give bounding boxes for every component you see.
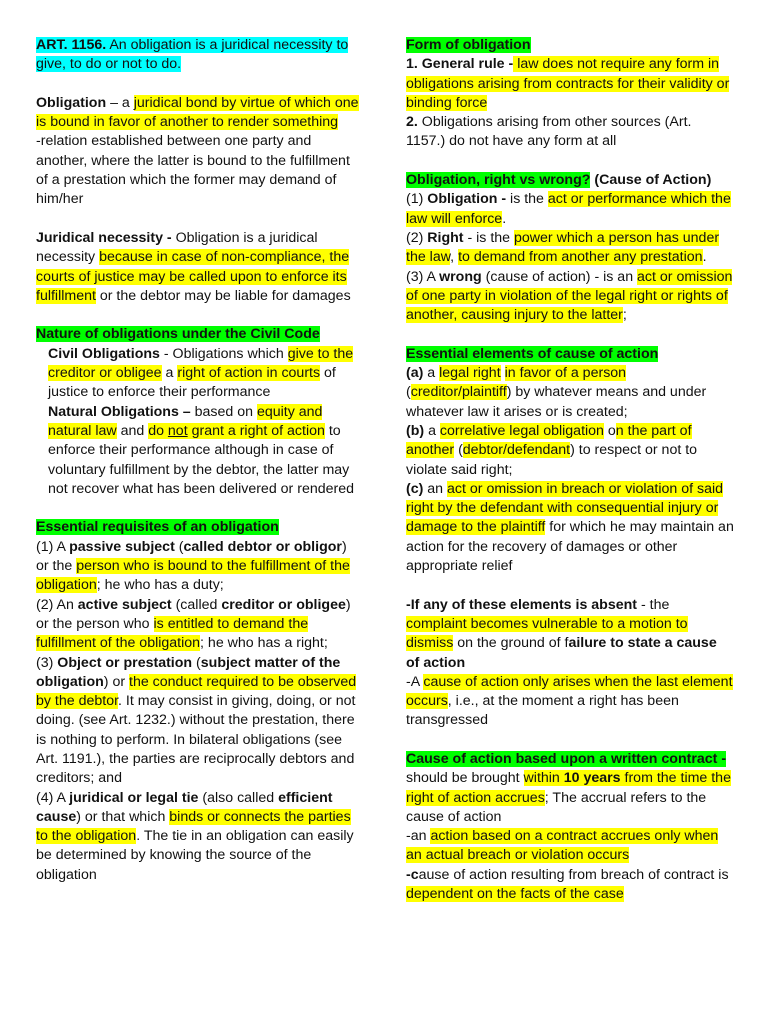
requisite-1: (1) A passive subject (called debtor or obligor) or the person who is bound to the fulfillment of the obligation; he who has a duty; [36, 538, 350, 594]
obligation-definition: Obligation – a juridical bond by virtue of which one is bound in favor of another to render something [36, 94, 359, 131]
section-heading-nature: Nature of obligations under the Civil Code [36, 326, 320, 343]
requisite-4: (4) A juridical or legal tie (also called efficient cause) or that which binds or connects the parties to the obligation. The tie in an obligation can easily be determined by knowing the source of the obligation [36, 789, 354, 883]
form-general-rule: 1. General rule - law does not require any form in obligations arising from contracts for their validity or binding force [406, 56, 730, 111]
section-heading-elements: Essential elements of cause of action [406, 345, 659, 362]
breach-of-contract: -cause of action resulting from breach of contract is dependent on the facts of the case [406, 866, 729, 903]
orw-obligation: (1) Obligation - is the act or performance which the law will enforce. [406, 191, 731, 227]
left-column [36, 36, 362, 885]
contract-accrual: -an action based on a contract accrues only when an actual breach or violation occurs [406, 828, 719, 864]
article-1156 [36, 36, 362, 75]
element-a: (a) a legal right in favor of a person (creditor/plaintiff) by whatever means and under whatever law it arises or is created; [406, 365, 707, 420]
form-other-sources: 2. Obligations arising from other sources (Art. 1157.) do not have any form at all [406, 114, 692, 150]
juridical-necessity: Juridical necessity - Obligation is a juridical necessity because in case of non-compliance, the courts of justice may be called upon to enforce its fulfillment or the debtor may be liable for damages [36, 229, 351, 304]
element-c: (c) an act or omission in breach or violation of said right by the defendant with consequential injury or damage to the plaintiff for which he may maintain an action for the recovery of damages or other appropriate relief [406, 480, 734, 575]
orw-wrong: (3) A wrong (cause of action) - is an act or omission of one party in violation of the legal right or rights of another, causing injury to the latter; [406, 268, 733, 324]
requisite-3: (3) Object or prestation (subject matter of the obligation) or the conduct required to be observed by the debtor. It may consist in giving, doing, or not doing. (see Art. 1232.) without the prestation, there is nothing to perform. In bilateral obligations (see Art. 1191.), the parties are reciprocally debtors and creditors; and [36, 654, 357, 787]
civil-obligations: Civil Obligations - Obligations which give to the creditor or obligee a right of action in courts of justice to enforce their performance [48, 345, 354, 401]
obligation-relation: -relation established between one party and another, where the latter is bound to the fulfillment of a prestation which the former may demand of him/her [36, 133, 350, 208]
orw-right: (2) Right - is the power which a person has under the law, to demand from another any prestation. [406, 229, 720, 266]
element-b: (b) a correlative legal obligation on the part of another (debtor/defendant) to respect or not to violate said right; [406, 422, 698, 478]
article-label: ART. 1156. [36, 37, 107, 53]
cause-arises: -A cause of action only arises when the last element occurs, i.e., at the moment a right has been transgressed [406, 673, 733, 729]
requisite-2: (2) An active subject (called creditor or obligee) or the person who is entitled to demand the fulfillment of the obligation; he who has a right; [36, 596, 351, 652]
elements-absent: -If any of these elements is absent - the complaint becomes vulnerable to a motion to dismiss on the ground of failure to state a cause of action [406, 596, 717, 671]
article-text: An obligation is a juridical necessity to give, to do or not to do. [36, 37, 349, 73]
section-heading-form: Form of obligation [406, 37, 531, 53]
right-column [406, 36, 734, 904]
section-heading-obligation-right-wrong: Obligation, right vs wrong? (Cause of Action) [406, 172, 712, 189]
section-heading-requisites: Essential requisites of an obligation [36, 519, 279, 536]
natural-obligations: Natural Obligations – based on equity and natural law and do not grant a right of action to enforce their performance although in case of voluntary fulfillment by the debtor, the latter may not recover what has been delivered or rendered [48, 403, 355, 497]
written-contract: Cause of action based upon a written contract - should be brought within 10 years from the time the right of action accrues; The accrual refers to the cause of action [406, 750, 731, 825]
